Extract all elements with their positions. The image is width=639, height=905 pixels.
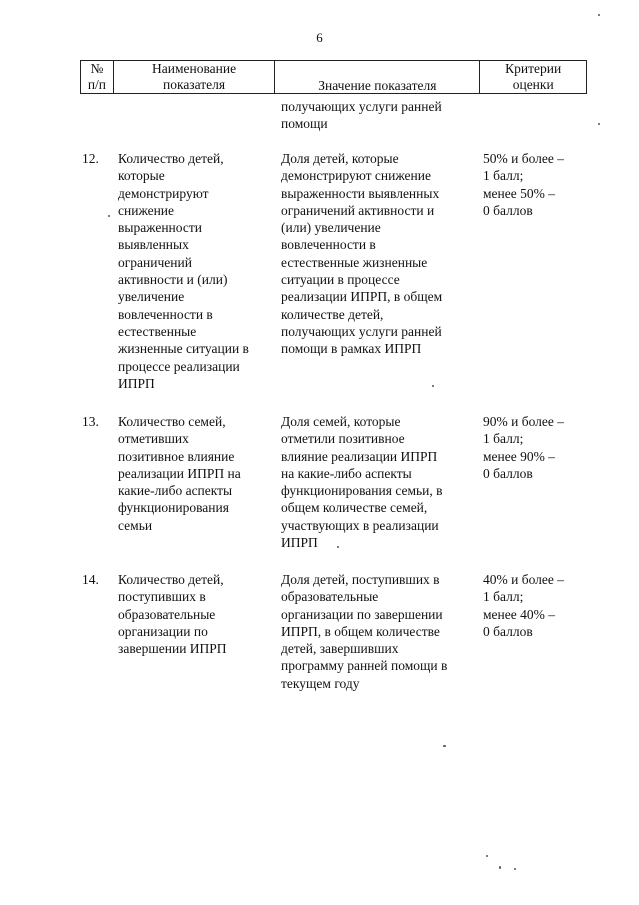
table-header — [80, 60, 587, 94]
scan-speck — [598, 14, 600, 16]
scan-speck — [108, 215, 110, 217]
scan-speck — [337, 546, 339, 548]
evaluation-criteria: 50% и более – 1 балл; менее 50% – 0 баллов — [483, 151, 565, 218]
scan-speck — [514, 868, 516, 870]
scan-speck — [499, 866, 501, 869]
indicator-value: Доля детей, которые демонстрируют снижение выраженности выявленных ограничений активности и (или) увеличение вовлеченности в естественные жизненные ситуации в процессе реализации ИПРП, в общем количестве детей, получающих услуги ранней помощи в рамках ИПРП — [281, 151, 443, 357]
scan-speck — [598, 123, 600, 125]
indicator-value: Доля детей, поступивших в образовательные организации по завершении ИПРП, в общем количестве детей, завершивших программу ранней помощи в текущем году — [281, 572, 448, 691]
header-col-value: Значение показателя — [275, 61, 480, 93]
row-number: 14. — [82, 572, 99, 587]
header-col-criteria: Критерии оценки — [505, 61, 562, 92]
evaluation-criteria: 90% и более – 1 балл; менее 90% – 0 баллов — [483, 414, 565, 481]
indicator-name: Количество семей, отметивших позитивное влияние реализации ИПРП на какие-либо аспекты функционирования семьи — [118, 414, 241, 533]
scan-speck — [486, 855, 488, 857]
scan-speck — [443, 745, 446, 747]
indicator-value: Доля семей, которые отметили позитивное влияние реализации ИПРП на какие-либо аспекты функционирования семьи, в общем количестве семей, участвующих в реализации ИПРП — [281, 414, 443, 551]
evaluation-criteria: 40% и более – 1 балл; менее 40% – 0 баллов — [483, 572, 565, 639]
row-number: 13. — [82, 414, 99, 429]
indicator-name: Количество детей, которые демонстрируют снижение выраженности выявленных ограничений активности и (или) увеличение вовлеченности в естественные жизненные ситуации в процессе реализации ИПРП — [118, 151, 249, 391]
indicator-name: Количество детей, поступивших в образовательные организации по завершении ИПРП — [118, 572, 227, 657]
header-col-name: Наименование показателя — [114, 61, 275, 93]
row-number: 12. — [82, 151, 99, 166]
page-number: 6 — [316, 30, 323, 45]
header-col-number: № п/п — [81, 61, 114, 93]
continuation-text: получающих услуги ранней помощи — [281, 99, 442, 131]
scan-speck — [432, 385, 434, 387]
